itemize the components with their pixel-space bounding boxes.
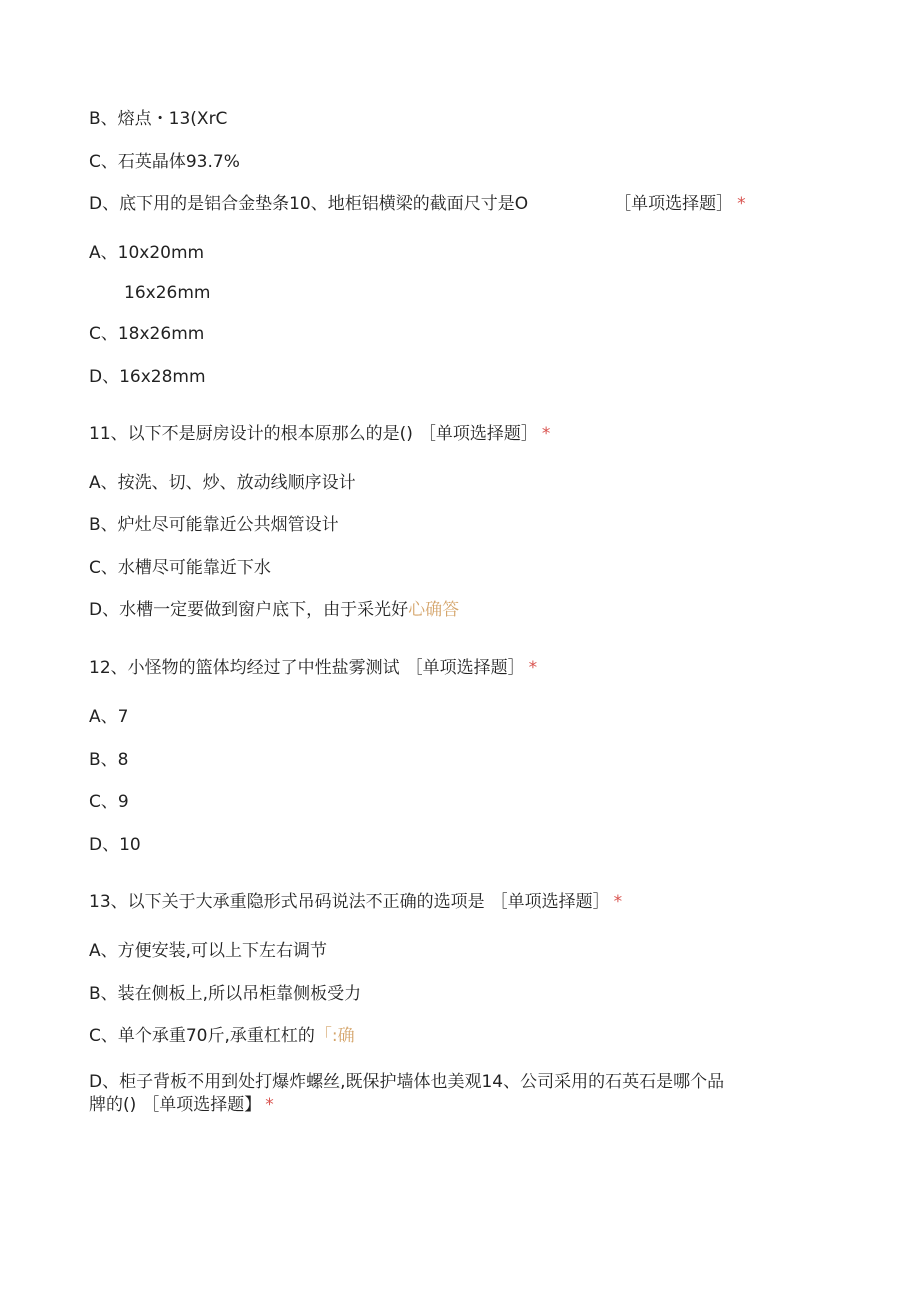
question-10-line <box>89 193 746 215</box>
q13-option-a: A、方便安装,可以上下左右调节 <box>89 941 328 961</box>
q13-option-c <box>89 1025 355 1047</box>
question-type-tag: ［单项选择题】 <box>142 1095 262 1115</box>
question-12-text: 12、小怪物的篮体均经过了中性盐雾测试 <box>89 658 400 678</box>
question-10-text: D、底下用的是铝合金垫条10、地柜铝横梁的截面尺寸是O <box>89 194 529 214</box>
option-b-melting-point: B、熔点・13(XrC <box>89 109 228 129</box>
question-11 <box>89 423 550 445</box>
q11-option-b: B、炉灶尽可能靠近公共烟管设计 <box>89 515 339 535</box>
required-star: * <box>265 1095 274 1115</box>
q11-option-d <box>89 599 459 621</box>
q11-option-d-text: D、水槽一定要做到窗户底下，由于采光好 <box>89 600 409 620</box>
q11-option-c: C、水槽尽可能靠近下水 <box>89 558 271 578</box>
question-14 <box>89 1094 274 1116</box>
option-b: 16x26mm <box>124 283 211 303</box>
question-type-tag: ［单项选择题］ <box>418 424 538 444</box>
q13-option-d: D、柜子背板不用到处打爆炸螺丝,既保护墙体也美观14、公司采用的石英石是哪个品 <box>89 1072 725 1092</box>
question-13-text: 13、以下关于大承重隐形式吊码说法不正确的选项是 <box>89 892 485 912</box>
q12-option-d: D、10 <box>89 835 141 855</box>
q13-option-b: B、装在侧板上,所以吊柜靠侧板受力 <box>89 984 362 1004</box>
q12-option-a: A、7 <box>89 707 129 727</box>
option-d: D、16x28mm <box>89 367 206 387</box>
answer-hint: 心确答 <box>408 600 460 620</box>
question-type-tag: ［单项选择题］ <box>614 194 734 214</box>
q13-option-c-text: C、单个承重70斤,承重杠杠的 <box>89 1026 315 1046</box>
question-14-text: 牌的() <box>89 1095 137 1115</box>
question-type-tag: ［单项选择题］ <box>405 658 525 678</box>
question-11-text: 11、以下不是厨房设计的根本原那么的是() <box>89 424 413 444</box>
answer-hint: 「:确 <box>314 1026 355 1046</box>
question-13 <box>89 891 622 913</box>
question-type-tag: ［单项选择题］ <box>490 892 610 912</box>
option-a: A、10x20mm <box>89 243 205 263</box>
required-star: * <box>737 194 746 214</box>
required-star: * <box>613 892 623 912</box>
option-c-quartz: C、石英晶体93.7% <box>89 152 240 172</box>
required-star: * <box>528 658 538 678</box>
q11-option-a: A、按洗、切、炒、放动线顺序设计 <box>89 473 356 493</box>
q12-option-b: B、8 <box>89 750 129 770</box>
question-12 <box>89 657 537 679</box>
option-c: C、18x26mm <box>89 324 205 344</box>
q12-option-c: C、9 <box>89 792 129 812</box>
required-star: * <box>541 424 551 444</box>
